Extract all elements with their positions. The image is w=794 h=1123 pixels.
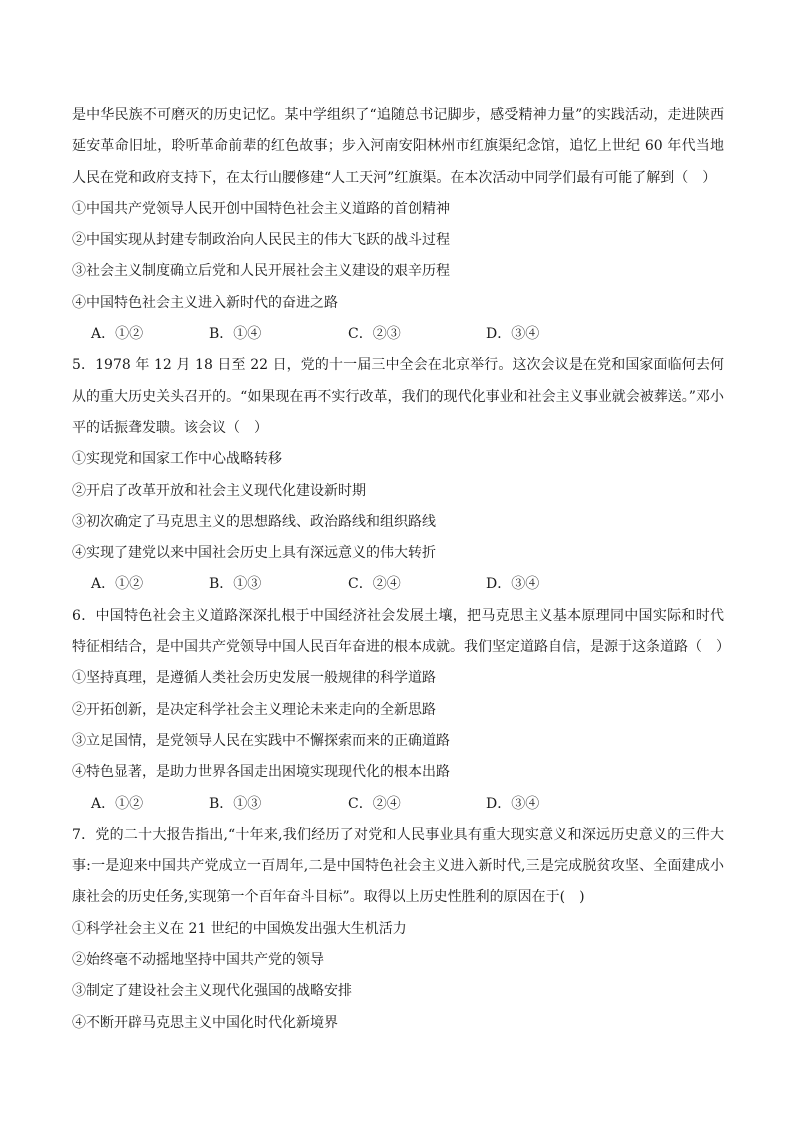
- question-6-option-c: C．②④: [348, 795, 401, 812]
- question-7-statement-2: ②始终毫不动摇地坚持中国共产党的领导: [72, 952, 324, 969]
- question-5-option-d: D．③④: [486, 576, 540, 593]
- question-6-statement-4: ④特色显著，是助力世界各国走出困境实现现代化的根本出路: [72, 764, 450, 781]
- question-7-statement-1: ①科学社会主义在 21 世纪的中国焕发出强大生机活力: [72, 920, 407, 937]
- question-4-statement-3: ③社会主义制度确立后党和人民开展社会主义建设的艰辛历程: [72, 263, 450, 280]
- question-7-statement-3: ③制定了建设社会主义现代化强国的战略安排: [72, 983, 352, 1000]
- question-6-option-a: A．①②: [91, 795, 144, 812]
- question-4-options: [72, 319, 724, 350]
- question-4-option-c: C．②③: [348, 326, 401, 343]
- question-6-option-b: B．①③: [209, 795, 262, 812]
- question-6-statement-3: ③立足国情，是党领导人民在实践中不懈探索而来的正确道路: [72, 732, 450, 749]
- question-4-statement-1: ①中国共产党领导人民开创中国特色社会主义道路的首创精神: [72, 200, 450, 217]
- question-6-option-d: D．③④: [486, 795, 540, 812]
- question-5-statement-2: ②开启了改革开放和社会主义现代化建设新时期: [72, 482, 366, 499]
- question-4-option-a: A．①②: [91, 326, 144, 343]
- question-7: [72, 820, 724, 1039]
- question-7-statement-4: ④不断开辟马克思主义中国化时代化新境界: [72, 1014, 338, 1031]
- question-5-options: [72, 569, 724, 600]
- question-6-statement-2: ②开拓创新，是决定科学社会主义理论未来走向的全新思路: [72, 701, 436, 718]
- question-4-option-d: D．③④: [486, 326, 540, 343]
- question-6: [72, 601, 730, 820]
- question-6-statement-1: ①坚持真理，是遵循人类社会历史发展一般规律的科学道路: [72, 670, 436, 687]
- question-5-statement-4: ④实现了建党以来中国社会历史上具有深远意义的伟大转折: [72, 545, 436, 562]
- question-4-stem: 是中华民族不可磨灭的历史记忆。某中学组织了“追随总书记脚步，感受精神力量”的实践活动，走进陕西延安革命旧址，聆听革命前辈的红色故事；步入河南安阳林州市红旗渠纪念馆，追忆上世纪 60 年代当地人民在党和政府支持下，在太行山腰修建“人工天河”红旗渠。在本次活动中同学们最有可能了解到（ ）: [72, 107, 724, 186]
- question-5: [72, 350, 724, 600]
- question-content: [72, 100, 730, 1039]
- question-5-option-b: B．①③: [209, 576, 262, 593]
- question-5-statement-3: ③初次确定了马克思主义的思想路线、政治路线和组织路线: [72, 513, 436, 530]
- question-5-option-a: A．①②: [91, 576, 144, 593]
- question-6-options: [72, 789, 724, 820]
- question-5-statement-1: ①实现党和国家工作中心战略转移: [72, 451, 282, 468]
- question-4-statement-4: ④中国特色社会主义进入新时代的奋进之路: [72, 294, 338, 311]
- question-4: [72, 100, 724, 350]
- question-7-stem: 7．党的二十大报告指出,“十年来,我们经历了对党和人民事业具有重大现实意义和深远历史意义的三件大事:一是迎来中国共产党成立一百周年,二是中国特色社会主义进入新时代,三是完成脱贫攻坚、全面建成小康社会的历史任务,实现第一个百年奋斗目标”。取得以上历史性胜利的原因在于( ): [72, 826, 724, 906]
- question-5-option-c: C．②④: [348, 576, 401, 593]
- question-4-statement-2: ②中国实现从封建专制政治向人民民主的伟大飞跃的战斗过程: [72, 232, 450, 249]
- question-4-option-b: B．①④: [209, 326, 262, 343]
- question-5-stem: 5．1978 年 12 月 18 日至 22 日，党的十一届三中全会在北京举行。这次会议是在党和国家面临何去何从的重大历史关头召开的。“如果现在再不实行改革，我们的现代化事业和社会主义事业就会被葬送。”邓小平的话振聋发聩。该会议（ ）: [72, 357, 724, 436]
- question-6-stem: 6．中国特色社会主义道路深深扎根于中国经济社会发展土壤，把马克思主义基本原理同中国实际和时代特征相结合，是中国共产党领导中国人民百年奋进的根本成就。我们坚定道路自信，是源于这条道路（ ）: [72, 607, 730, 656]
